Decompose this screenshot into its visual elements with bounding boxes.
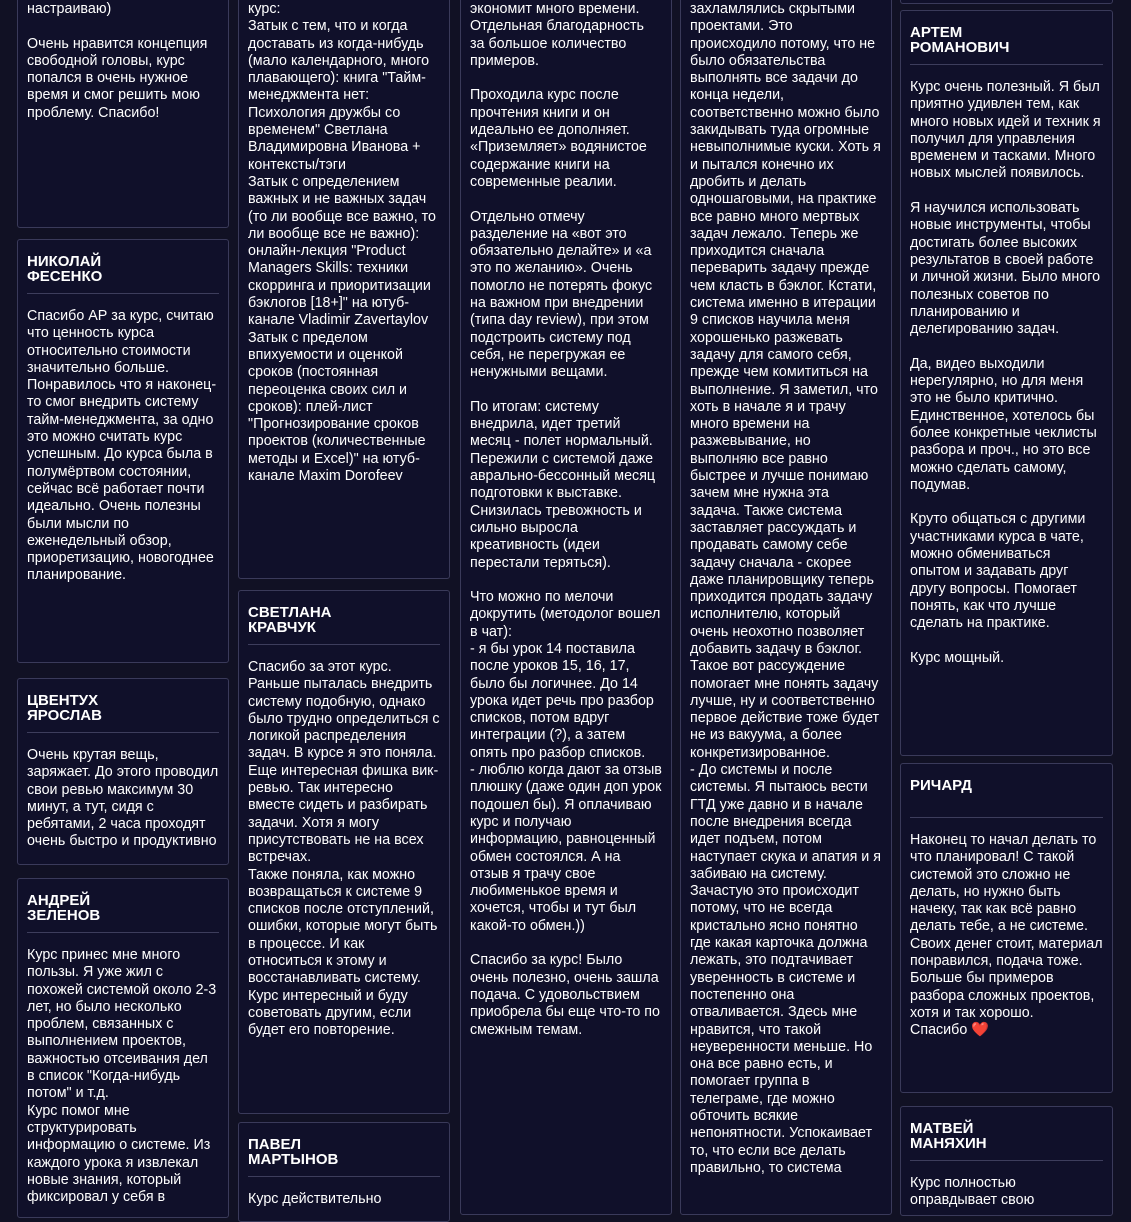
reviewer-first-name: МАТВЕЙ [910, 1120, 974, 1137]
reviewer-name [910, 1121, 1103, 1161]
review-card [680, 0, 892, 1215]
reviewer-name [248, 1137, 440, 1177]
reviewer-last-name: МАРТЫНОВ [248, 1151, 339, 1168]
review-card [900, 10, 1113, 756]
reviewer-name [910, 25, 1103, 65]
reviewer-first-name: ПАВЕЛ [248, 1136, 301, 1153]
review-text: Курс действительно [248, 1191, 382, 1207]
review-card [17, 0, 229, 228]
review-card [17, 678, 229, 865]
review-text: Курс полностью оправдывает свою [910, 1175, 1035, 1209]
review-text: настраиваю) Очень нравится концепция свободной головы, курс попался в очень нужное время и смог решить мою проблему. Спасибо! [27, 1, 208, 121]
reviewer-first-name: РИЧАРД [910, 777, 972, 794]
review-card [238, 1122, 450, 1222]
reviewer-name [27, 254, 219, 294]
reviewer-name [910, 778, 1103, 818]
reviewer-first-name: АНДРЕЙ [27, 892, 91, 909]
reviewer-last-name: ЯРОСЛАВ [27, 707, 102, 724]
reviewer-first-name: СВЕТЛАНА [248, 604, 332, 621]
review-text: экономит много времени. Отдельная благодарность за большое количество примеров. Проходила курс после прочтения книги и он идеально ее дополняет. «Приземляет» водянистое содержание книги на современные реалии. Отдельно отмечу разделение на «вот это обязательно делайте» и «а это по желанию». Очень помогло не потерять фокус на важном при внедрении (типа day review), при этом подстроить систему под себя, не перегружая ее ненужными вещами. По итогам: систему внедрила, идет третий месяц - полет нормальный. Пережили с системой даже аврально-бессонный месяц подготовки к выставке. Снизилась тревожность и сильно выросла креативность (идеи перестали теряться). Что можно по мелочи докрутить (методолог вошел в чат): - я бы урок 14 поставила после уроков 15, 16, 17, было бы логичнее. До 14 урока идет речь про разбор списков, потом вдруг интеграции (?), а затем опять про разбор списков. - люблю когда дают за отзыв плюшку (даже один доп урок подошел бы). Я оплачиваю курс и получаю информацию, равноценный обмен состоялся. А на отзыв я трачу свое любименькое время и хочется, чтобы и тут был какой-то обмен.)) Спасибо за курс! Было очень полезно, очень зашла подача. С удовольствием приобрела бы еще что-то по смежным темам. [470, 1, 662, 1038]
review-text: захламлялись скрытыми проектами. Это происходило потому, что не было обязательства выполнять все задачи до конца недели, соответственно можно было закидывать туда огромные невыполнимые куски. Хоть я и пытался конечно их дробить и делать одношаговыми, на практике все равно много мертвых задач лежало. Теперь же приходится сначала переварить задачу прежде чем класть в бэклог. Кстати, система именно в итерации 9 списков научила меня хорошенько разжевать задачу для самого себя, прежде чем комититься на выполнение. Я заметил, что хоть в начале я и трачу много времени на разжевывание, но выполняю все равно быстрее и лучше понимаю зачем мне нужна эта задача. Также система заставляет рассуждать и продавать самому себе задачу сначала - скорее даже планировщику теперь приходится продать задачу исполнителю, который очень неохотно позволяет добавить задачу в бэклог. Такое вот рассуждение помогает мне понять задачу лучше, ну и соответственно первое действие тоже будет не из вакуума, а более конкретизированное. - До системы и после системы. Я пытаюсь вести ГТД уже давно и в начале после внедрения всегда идет подъем, потом наступает скука и апатия и я забиваю на систему. Зачастую это происходит потому, что не всегда кристально ясно понятно где какая карточка должна лежать, это подтачивает уверенность в системе и постепенно она отваливается. Здесь мне нравится, что такой неуверенности меньше. Но она все равно есть, и помогает группа в телеграме, где можно обточить всякие непонятности. Успокаивает то, что если все делать правильно, то система [690, 1, 881, 1176]
reviewer-first-name: НИКОЛАЙ [27, 253, 102, 270]
review-text: курс: Затык с тем, что и когда доставать из когда-нибудь (мало календарного, много плавающего): книга "Тайм-менеджмента нет: Психология дружбы со временем" Светлана Владимировна Иванова + контексты/тэги Затык с определением важных и не важных задач (то ли вообще все важно, то ли вообще все не важно): онлайн-лекция "Product Managers Skills: техники скорринга и приоритизации бэклогов [18+]" на ютуб-канале Vladimir Zavertaylov Затык с пределом впихуемости и оценкой сроков (постоянная переоценка своих сил и сроков): плей-лист "Прогнозирование сроков проектов (количественные методы и Excel)" на ютуб-канале Maxim Dorofeev [248, 1, 437, 485]
reviewer-last-name: МАНЯХИН [910, 1135, 987, 1152]
review-card [17, 878, 229, 1218]
reviewer-first-name: ЦВЕНТУХ [27, 692, 99, 709]
reviewer-first-name: АРТЕМ [910, 24, 963, 41]
review-card [17, 239, 229, 663]
reviewer-last-name: РОМАНОВИЧ [910, 39, 1010, 56]
review-text: Наконец то начал делать то что планировал! С такой системой это сложно не делать, но нужно быть начеку, так как всё равно делать тебе, а не системе. Своих денег стоит, материал понравился, подача тоже. Больше бы примеров разбора сложных проектов, хотя и так хорошо. Спасибо ❤️ [910, 832, 1103, 1039]
review-card [460, 0, 672, 1215]
review-card-stub [900, 0, 1113, 4]
review-text: Спасибо АР за курс, считаю что ценность курса относительно стоимости значительно больше. Понравилось что я наконец-то смог внедрить систему тайм-менеджмента, за одно это можно считать курс успешным. До курса была в полумёртвом состоянии, сейчас всё работает почти идеально. Очень полезны были мысли по еженедельный обзор, приоретизацию, новогоднее планирование. [27, 308, 217, 584]
reviewer-last-name: ФЕСЕНКО [27, 268, 103, 285]
review-card [238, 590, 450, 1114]
reviewer-name [27, 693, 219, 733]
reviewer-last-name: ЗЕЛЕНОВ [27, 907, 101, 924]
review-text: Спасибо за этот курс. Раньше пыталась внедрить систему подобную, однако было трудно определиться с логикой распределения задач. В курсе я это поняла. Еще интересная фишка вик-ревью. Так интересно вместе сидеть и разбирать задачи. Хотя я могу присутствовать не на всех встречах. Также поняла, как можно возвращаться к системе 9 списков после отступлений, ошибки, которые могут быть в процессе. И как относиться к этому и восстанавливать систему. Курс интересный и буду советовать другим, если будет его повторение. [248, 659, 440, 1039]
reviewer-name [248, 605, 440, 645]
review-text: Курс очень полезный. Я был приятно удивлен тем, как много новых идей и техник я получил для управления временем и тасками. Много новых мыслей появилось. Я научился использовать новые инструменты, чтобы достигать более высоких результатов в своей работе и личной жизни. Было много полезных советов по планированию и делегированию задач. Да, видео выходили нерегулярно, но для меня это не было критично. Единственное, хотелось бы более конкретные чеклисты разбора и проч., но это все можно сделать самому, подумав. Круто общаться с другими участниками курса в чате, можно обмениваться опытом и задавать друг другу вопросы. Помогает понять, как что лучше сделать на практике. Курс мощный. [910, 79, 1101, 666]
review-card [900, 763, 1113, 1093]
review-text: Очень крутая вещь, заряжает. До этого проводил свои ревью максимум 30 минут, а тут, сидя с ребятами, 2 часа проходят очень быстро и продуктивно [27, 747, 219, 850]
review-text: Курс принес мне много пользы. Я уже жил с похожей системой около 2-3 лет, но было несколько проблем, связанных с выполнением проектов, важностью отсеивания дел в список "Когда-нибудь потом" и т.д. Курс помог мне структурировать информацию о системе. Из каждого урока я извлекал новые знания, который фиксировал у себя в [27, 947, 217, 1206]
reviewer-last-name: КРАВЧУК [248, 619, 316, 636]
reviewer-name [27, 893, 219, 933]
review-card [238, 0, 450, 579]
